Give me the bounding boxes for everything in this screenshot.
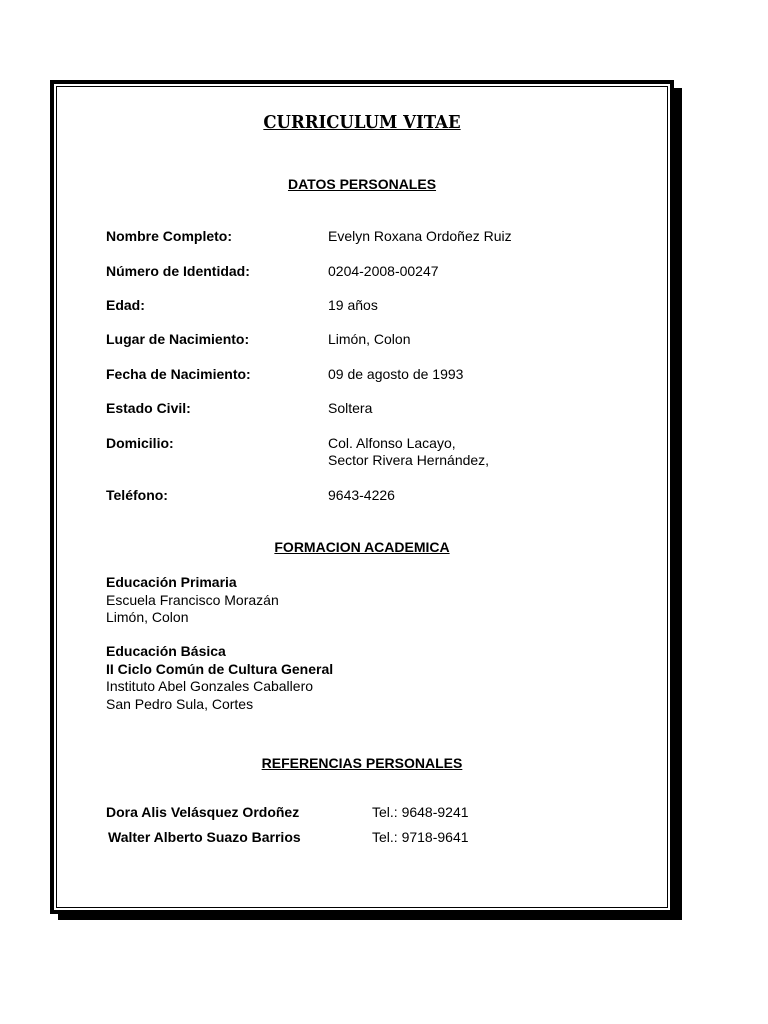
label-domicilio: Domicilio: — [106, 435, 174, 451]
education-primaria-title: Educación Primaria — [106, 574, 237, 590]
education-basica-location: San Pedro Sula, Cortes — [106, 695, 254, 712]
value-lugar-nacimiento: Limón, Colon — [328, 331, 411, 347]
label-fecha-nacimiento: Fecha de Nacimiento: — [106, 366, 251, 382]
education-basica-title: Educación Básica — [106, 643, 226, 659]
education-primaria — [106, 574, 279, 627]
education-basica-school: Instituto Abel Gonzales Caballero — [106, 678, 314, 694]
document-title: CURRICULUM VITAE — [263, 112, 461, 133]
value-estado-civil: Soltera — [328, 400, 373, 416]
education-primaria-location: Limón, Colon — [106, 609, 189, 625]
value-telefono: 9643-4226 — [328, 487, 395, 503]
label-estado-civil: Estado Civil: — [106, 400, 191, 416]
value-fecha-nacimiento: 09 de agosto de 1993 — [328, 366, 464, 382]
value-domicilio-line2: Sector Rivera Hernández, — [328, 452, 490, 468]
education-primaria-school: Escuela Francisco Morazán — [106, 591, 279, 608]
value-nombre-completo: Evelyn Roxana Ordoñez Ruiz — [328, 228, 512, 244]
reference-tel: Tel.: 9718-9641 — [372, 829, 469, 845]
value-domicilio-line1: Col. Alfonso Lacayo, — [328, 435, 456, 451]
reference-name: Dora Alis Velásquez Ordoñez — [106, 804, 300, 820]
label-telefono: Teléfono: — [106, 487, 168, 503]
label-lugar-nacimiento: Lugar de Nacimiento: — [106, 331, 250, 347]
label-numero-identidad: Número de Identidad: — [106, 263, 250, 279]
label-edad: Edad: — [106, 297, 145, 313]
value-edad: 19 años — [328, 297, 378, 313]
reference-tel: Tel.: 9648-9241 — [372, 804, 469, 820]
section-heading-datos-personales: DATOS PERSONALES — [287, 176, 437, 192]
section-heading-formacion-academica: FORMACION ACADEMICA — [274, 539, 450, 555]
value-numero-identidad: 0204-2008-00247 — [328, 263, 439, 279]
education-basica-subtitle: II Ciclo Común de Cultura General — [106, 660, 334, 677]
education-basica — [106, 643, 333, 713]
reference-name: Walter Alberto Suazo Barrios — [108, 829, 301, 845]
section-heading-referencias: REFERENCIAS PERSONALES — [261, 755, 463, 771]
label-nombre-completo: Nombre Completo: — [106, 228, 232, 244]
cv-document — [50, 80, 674, 914]
